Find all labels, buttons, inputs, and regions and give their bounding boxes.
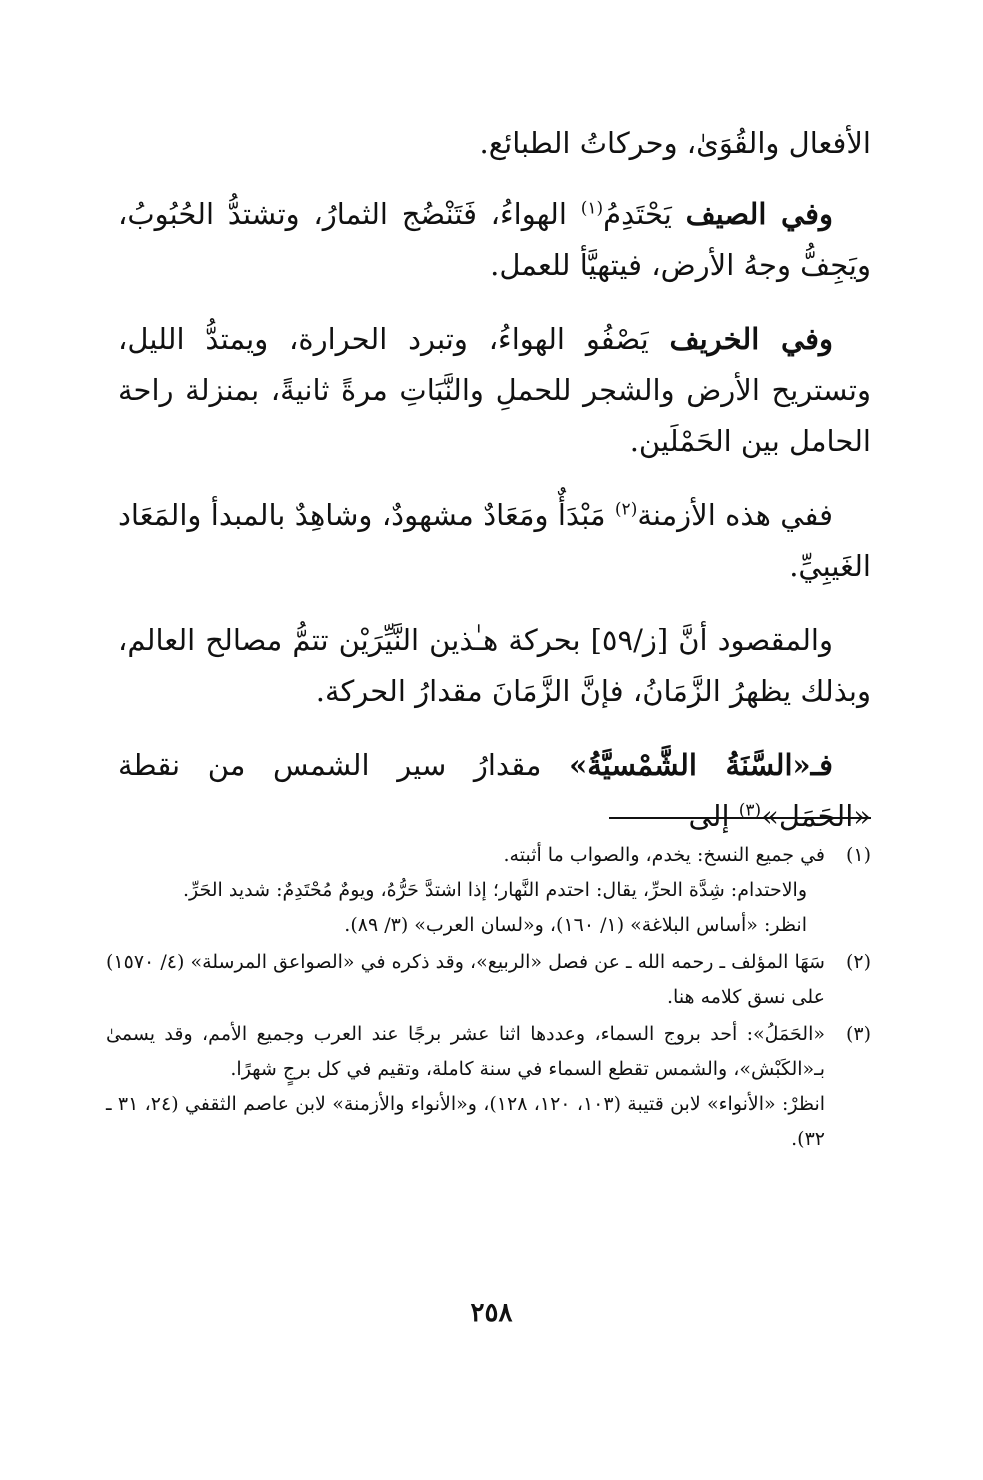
footnote-line: انظرْ: «الأنواء» لابن قتيبة (١٠٣، ١٢٠، ١٢٨)، و«الأنواء والأزمنة» لابن عاصم الثقفي (٢٤، ٣١ ـ ٣٢). [106, 1093, 826, 1150]
footnote-line: «الحَمَلُ»: أحد بروج السماء، وعددها اثنا عشر برجًا عند العرب وجميع الأمم، وقد يسمىٰ بـ«الكَبْش»، والشمس تقطع السماء في سنة كاملة، وتقيم في كل برجٍ شهرًا. [106, 1023, 825, 1080]
main-text [118, 118, 871, 865]
paragraph-text: الهواءُ، فَتَنْضُج الثمارُ، وتشتدُّ الحُبُوبُ، ويَجِفُّ وجهُ الأرض، فيتهيَّأ للعمل. [118, 197, 871, 282]
footnote-marker[interactable]: (٢) [614, 499, 638, 520]
footnote-marker[interactable]: (١) [580, 198, 604, 219]
paragraph-text: يَحْتَدِمُ [603, 197, 686, 231]
footnote-line: في جميع النسخ: يخدم، والصواب ما أثبته. [503, 844, 825, 866]
keyword-autumn: وفي الخريف [669, 322, 834, 356]
paragraph-text: مقدارُ سير الشمس من نقطة «الحَمَل» [118, 748, 871, 833]
paragraph [118, 189, 871, 291]
paragraph-text: ففي هذه الأزمنة [637, 498, 833, 532]
footnote-body [106, 1017, 825, 1157]
paragraph [118, 615, 871, 717]
keyword-solar-year: فـ«السَّنَةُ الشَّمْسيَّةُ» [569, 748, 833, 782]
footnote-body [106, 838, 825, 943]
paragraph [118, 314, 871, 467]
footnote [106, 945, 871, 1015]
footnotes [106, 838, 871, 1159]
paragraph-text: الأفعال والقُوَىٰ، وحركاتُ الطبائع. [479, 126, 871, 160]
footnote-separator [609, 817, 871, 819]
paragraph [118, 118, 871, 169]
paragraph-text: مَبْدَأٌ ومَعَادٌ مشهودٌ، وشاهِدٌ بالمبدأ والمَعَاد الغَيبِيِّ. [118, 498, 871, 583]
keyword-summer: وفي الصيف [685, 197, 834, 231]
paragraph [118, 740, 871, 842]
footnote [106, 1017, 871, 1157]
footnote-line: والاحتدام: شِدَّة الحرِّ، يقال: احتدم النَّهار؛ إذا اشتدَّ حَرُّهُ، ويومٌ مُحْتَدِمٌ: شديد الحَرِّ. [182, 879, 807, 901]
footnote-number: (١) [845, 844, 871, 866]
footnote-body [106, 945, 825, 1015]
page-number: ٢٥٨ [470, 1298, 513, 1328]
footnote-line: انظر: «أساس البلاغة» (١/ ١٦٠)، و«لسان العرب» (٣/ ٨٩). [344, 914, 807, 936]
footnote-number: (٣) [845, 1023, 871, 1045]
paragraph [118, 490, 871, 592]
paragraph-text: والمقصود أنَّ [ز/٥٩] بحركة هـٰذين النَّيِّرَيْن تتمُّ مصالح العالم، وبذلك يظهرُ الزَّمَانُ، فإنَّ الزَّمَانَ مقدارُ الحركة. [118, 623, 871, 708]
footnote-marker[interactable]: (٣) [738, 800, 762, 821]
paragraph-text: يَصْفُو الهواءُ، وتبرد الحرارة، ويمتدُّ الليل، وتستريح الأرض والشجر للحملِ والنَّبَاتِ مرةً ثانيةً، بمنزلة راحة الحامل بين الحَمْلَين. [118, 322, 871, 458]
footnote [106, 838, 871, 943]
paragraph-text: إلى [688, 799, 739, 833]
footnote-line: سَهَا المؤلف ـ رحمه الله ـ عن فصل «الربيع»، وقد ذكره في «الصواعق المرسلة» (٤/ ١٥٧٠) على نسق كلامه هنا. [106, 951, 825, 1008]
footnote-number: (٢) [845, 951, 871, 973]
